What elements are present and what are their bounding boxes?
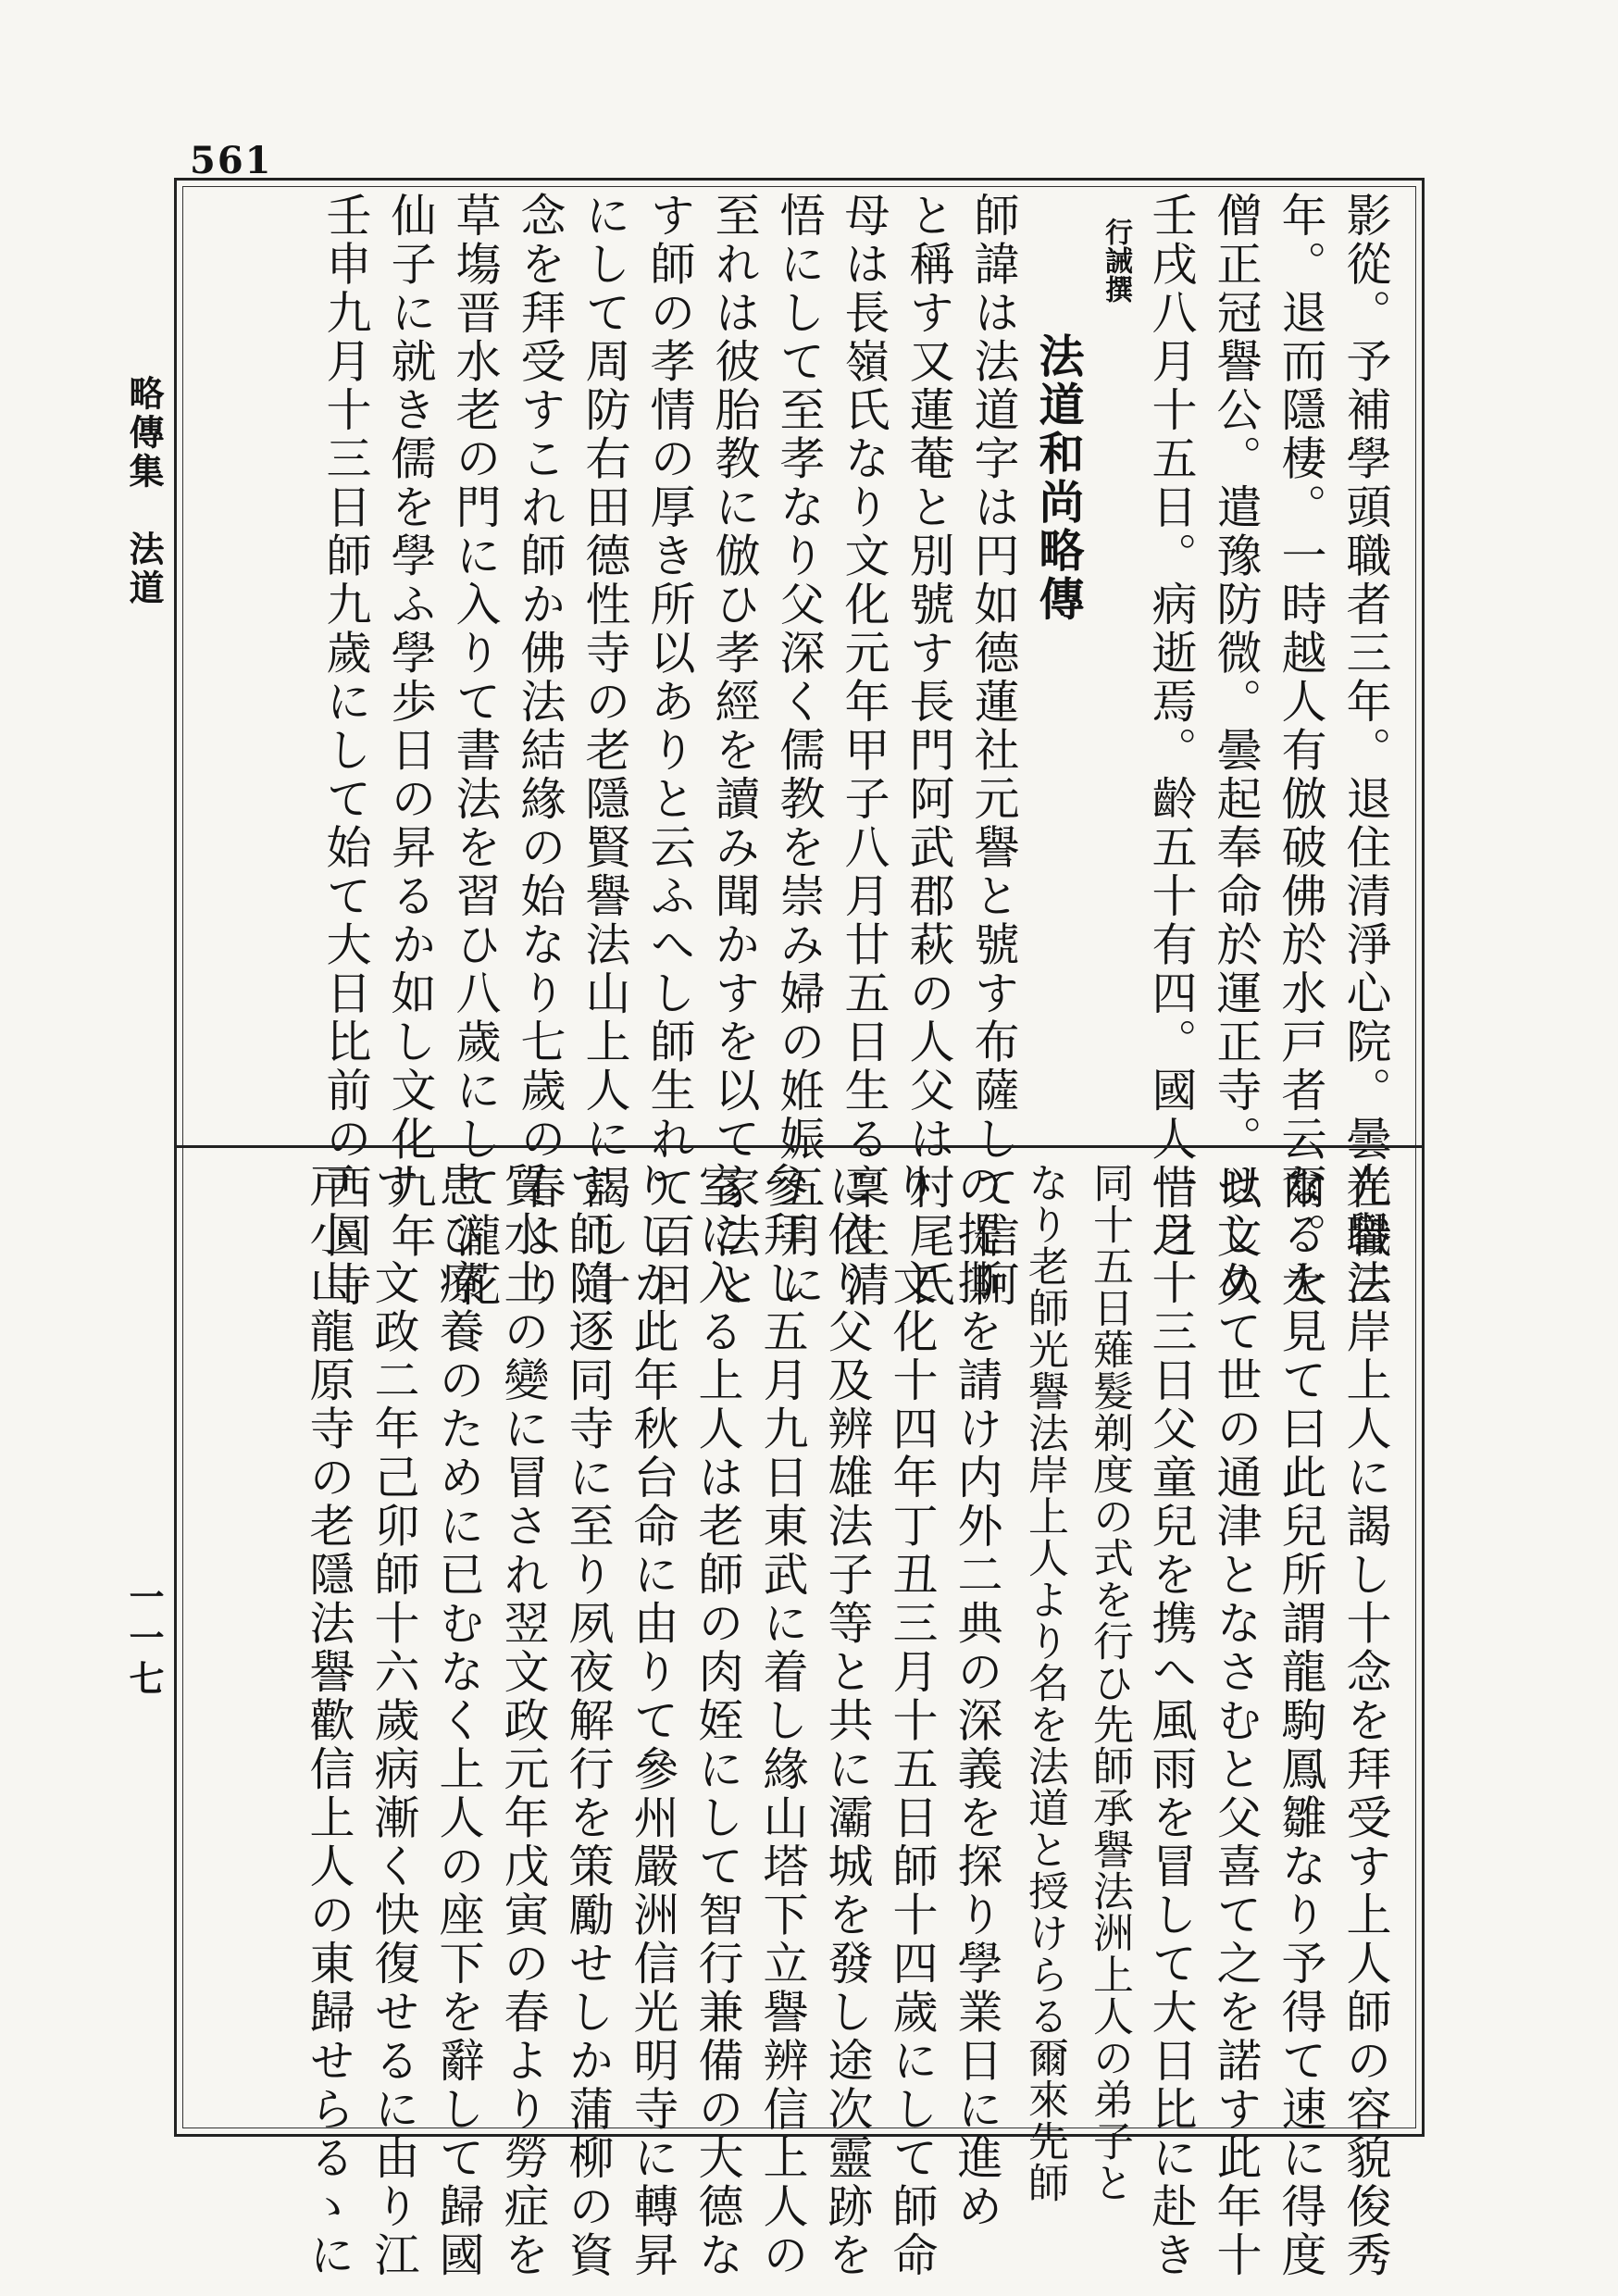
text-column: なるを見て曰此兒所謂龍駒鳳雛なり予得て速に得度 [1275, 1162, 1327, 2280]
text-column: 仙子に就き儒を學ふ學歩日の昇るか如し文化九年 [384, 192, 437, 1261]
text-column: りしか此年秋台命に由りて參州嚴洲信光明寺に轉昇 [627, 1162, 679, 2280]
text-column: 室に入る上人は老師の肉姪にして智行兼備の大德な [691, 1162, 744, 2280]
text-column: す 文政二年己卯師十六歲病漸く快復せるに由り江 [367, 1162, 420, 2280]
text-column: 草塲晋水老の門に入りて書法を習ひ八歲にして瀧花 [449, 192, 502, 1310]
text-column: 師諱は法道字は円如德蓮社元譽と號す布薩して信阿 [967, 192, 1020, 1310]
text-column: 母は長嶺氏なり文化元年甲子八月廿五日生る稟生清 [838, 192, 890, 1310]
text-column: 悟にして至孝なり父深く儒教を崇み婦の姙娠五月に [773, 192, 826, 1310]
text-column: 念を拜受すこれ師か佛法結緣の始なり七歲の春より [514, 192, 566, 1310]
bottom-section [203, 1162, 1392, 2280]
text-column: す師隨逐同寺に至り夙夜解行を策勵せしか蒲柳の資 [562, 1162, 615, 2280]
page-number: 561 [190, 139, 273, 182]
text-column: 壬申九月十三日師九歲にして始て大日比前の西圓寺 [319, 192, 372, 1310]
text-column: 同十五日薙髮剃度の式を行ひ先師承譽法洲上人の弟子と [1086, 1162, 1133, 2203]
text-column: 影從。予補學頭職者三年。退住清淨心院。曇在職三 [1339, 192, 1392, 1310]
text-column: 參拜し五月九日東武に着し緣山塔下立譽辨信上人の [756, 1162, 809, 2280]
text-column: せしめて世の通津となさむと父喜て之を諾す此年十 [1210, 1162, 1263, 2280]
top-section [203, 192, 1392, 1310]
section-title: 法道和尚略傳 [1032, 332, 1086, 624]
text-column: 戸小山龍原寺の老隱法譽歡信上人の東歸せらるゝに [303, 1162, 355, 2280]
author-credit: 行誡撰 [1100, 218, 1132, 304]
running-title: 略傳集 法道 [123, 375, 165, 608]
text-column: と稱す又蓮菴と別號す長門阿武郡萩の人父は村尾氏 [902, 192, 955, 1310]
text-column: 質水土の變に冒され翌文政元年戊寅の春より勞症を [497, 1162, 550, 2280]
text-column: 僧正冠譽公。遣豫防微。曇起奉命於運正寺。以文久 [1210, 192, 1263, 1310]
text-column: 一月十三日父童兒を携へ風雨を冒して大日比に赴き [1145, 1162, 1198, 2280]
folio-number: 一一七 [123, 1578, 165, 1701]
text-column: 患ひ療養のために已むなく上人の座下を辭して歸國 [432, 1162, 485, 2280]
text-column: にして周防右田德性寺の老隱賢譽法山上人に謁し十 [579, 192, 631, 1310]
text-column: に依り父及辨雄法子等と共に灞城を發し途次靈跡を [821, 1162, 874, 2280]
text-column: す師の孝情の厚き所以ありと云ふへし師生れて百日 [643, 192, 696, 1310]
text-column: 年。退而隱棲。一時越人有倣破佛於水戸者云爾。大 [1275, 192, 1327, 1310]
text-column: 至れは彼胎教に倣ひ孝經を讀み聞かすを以て家法と [708, 192, 761, 1310]
text-column: の提撕を請け内外二典の深義を探り學業日に進め [951, 1162, 1003, 2231]
text-column: なり老師光譽法岸上人より名を法道と授けらる爾來先師 [1021, 1162, 1068, 2203]
text-column: 光譽法岸上人に謁し十念を拜受す上人師の容貌俊秀 [1339, 1162, 1392, 2280]
text-frame [174, 178, 1425, 2280]
text-column: り 文化十四年丁丑三月十五日師十四歲にして師命 [886, 1162, 939, 2280]
section-divider [177, 1145, 1422, 1148]
text-column: 壬戌八月十五日。病逝焉。齡五十有四。國人惜之 [1145, 192, 1198, 1261]
